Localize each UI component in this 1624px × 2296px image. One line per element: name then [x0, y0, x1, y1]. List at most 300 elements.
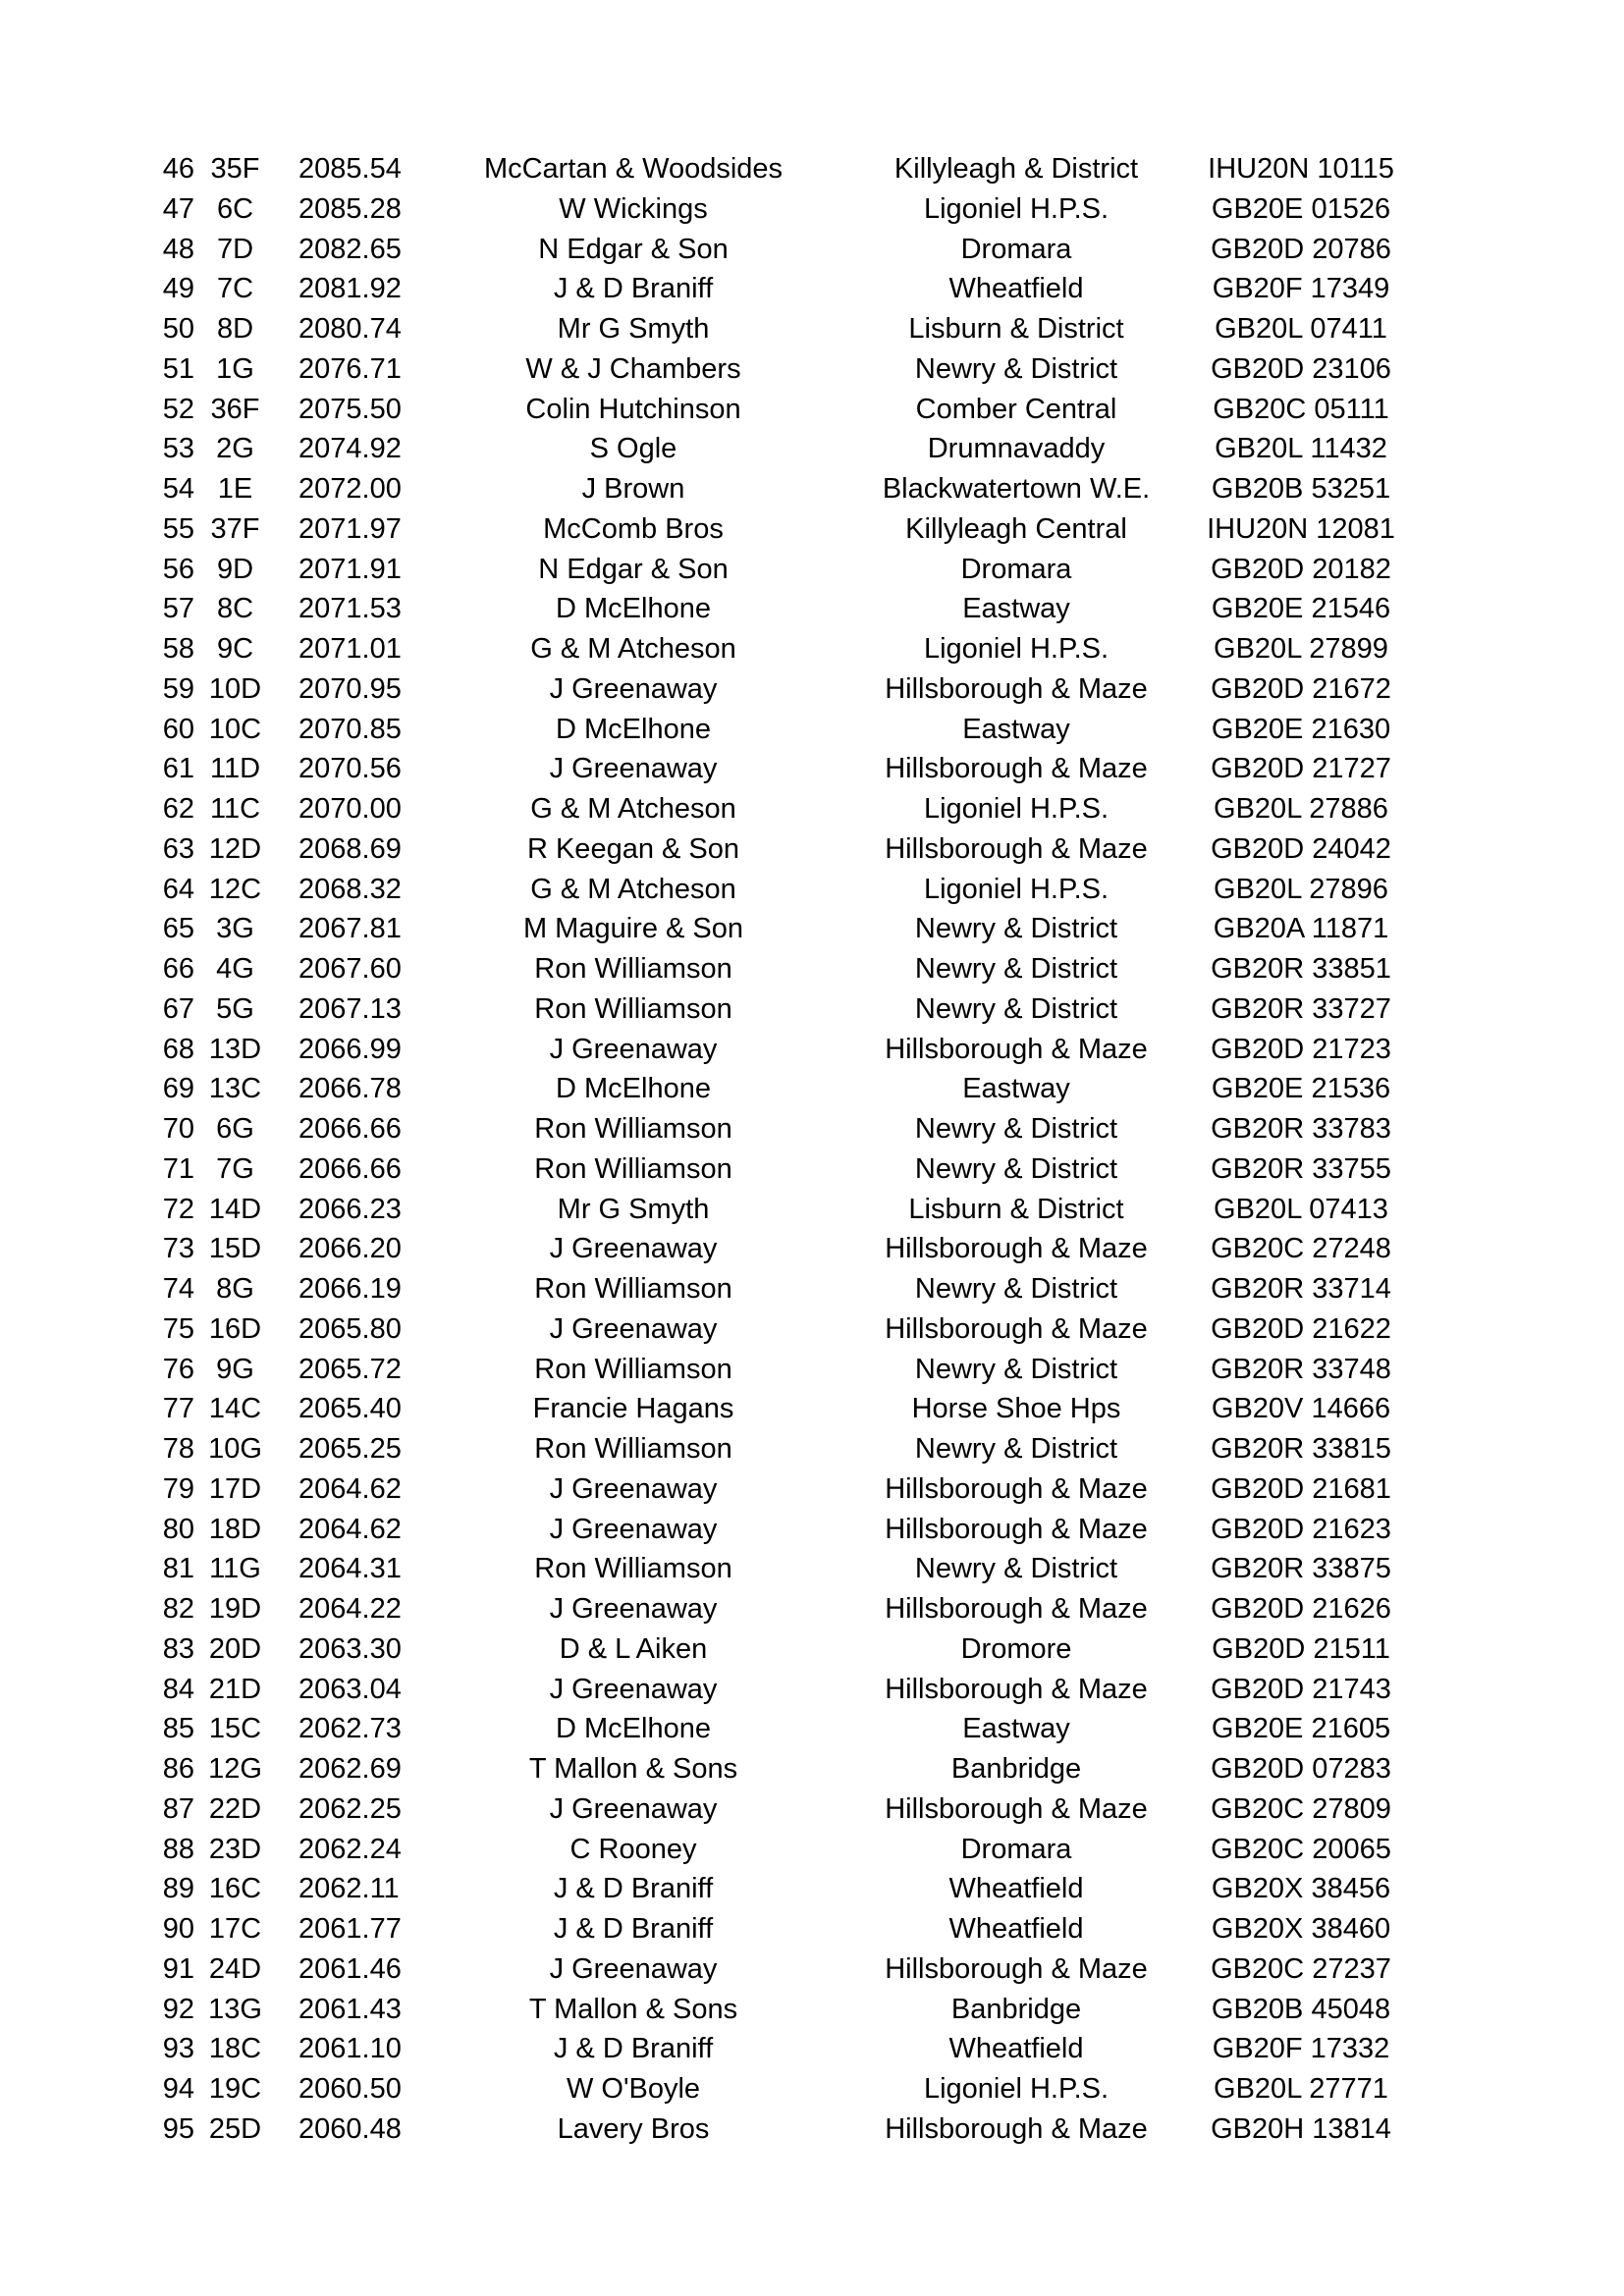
- ring-number-cell: GB20R 33875: [1211, 1553, 1391, 1585]
- velocity-cell: 2085.54: [298, 153, 402, 185]
- position-cell: 47: [162, 192, 194, 225]
- club-cell: Killyleagh & District: [893, 153, 1139, 185]
- pen-cell: 7G: [216, 1152, 254, 1185]
- table-row: [0, 789, 1624, 829]
- velocity-cell: 2063.04: [298, 1673, 402, 1705]
- ring-number-cell: GB20D 07283: [1211, 1753, 1391, 1785]
- table-row: [0, 909, 1624, 949]
- ring-number-cell: GB20D 21681: [1211, 1472, 1391, 1505]
- pen-cell: 24D: [208, 1952, 262, 1985]
- fancier-name-cell: Ron Williamson: [534, 1152, 732, 1185]
- pen-cell: 13C: [208, 1073, 262, 1105]
- club-cell: Hillsborough & Maze: [885, 1952, 1148, 1985]
- position-cell: 61: [162, 753, 194, 785]
- club-cell: Newry & District: [914, 1433, 1118, 1465]
- club-cell: Newry & District: [914, 1273, 1118, 1305]
- velocity-cell: 2062.69: [298, 1753, 402, 1785]
- table-row: [0, 1350, 1624, 1390]
- table-row: [0, 1670, 1624, 1710]
- fancier-name-cell: C Rooney: [569, 1833, 697, 1865]
- ring-number-cell: GB20C 05111: [1213, 393, 1389, 425]
- fancier-name-cell: Colin Hutchinson: [525, 393, 741, 425]
- table-row: [0, 1469, 1624, 1510]
- position-cell: 87: [162, 1792, 194, 1825]
- fancier-name-cell: J Greenaway: [549, 672, 718, 705]
- fancier-name-cell: Mr G Smyth: [557, 1193, 710, 1225]
- table-row: [0, 1030, 1624, 1070]
- pen-cell: 18D: [208, 1513, 262, 1545]
- pen-cell: 36F: [210, 393, 260, 425]
- position-cell: 50: [162, 313, 194, 345]
- velocity-cell: 2062.73: [298, 1713, 402, 1745]
- velocity-cell: 2066.23: [298, 1193, 402, 1225]
- club-cell: Lisburn & District: [908, 313, 1124, 345]
- fancier-name-cell: J & D Braniff: [553, 1873, 714, 1905]
- table-row: [0, 589, 1624, 629]
- pen-cell: 23D: [208, 1833, 262, 1865]
- position-cell: 84: [162, 1673, 194, 1705]
- club-cell: Newry & District: [914, 1113, 1118, 1145]
- ring-number-cell: GB20D 23106: [1211, 352, 1391, 385]
- fancier-name-cell: Ron Williamson: [534, 1113, 732, 1145]
- velocity-cell: 2066.78: [298, 1073, 402, 1105]
- table-row: [0, 1309, 1624, 1350]
- ring-number-cell: GB20A 11871: [1213, 913, 1389, 945]
- table-row: [0, 149, 1624, 189]
- fancier-name-cell: W & J Chambers: [525, 352, 741, 385]
- club-cell: Ligoniel H.P.S.: [923, 192, 1110, 225]
- fancier-name-cell: G & M Atcheson: [530, 793, 736, 825]
- position-cell: 62: [162, 793, 194, 825]
- fancier-name-cell: R Keegan & Son: [526, 832, 740, 865]
- velocity-cell: 2070.56: [298, 753, 402, 785]
- table-row: [0, 1949, 1624, 1990]
- club-cell: Drumnavaddy: [927, 433, 1106, 465]
- position-cell: 95: [162, 2112, 194, 2145]
- ring-number-cell: GB20D 21626: [1211, 1593, 1391, 1625]
- position-cell: 66: [162, 953, 194, 985]
- velocity-cell: 2071.91: [298, 553, 402, 585]
- table-row: [0, 2109, 1624, 2150]
- pen-cell: 1G: [216, 352, 254, 385]
- ring-number-cell: GB20D 21727: [1211, 753, 1391, 785]
- ring-number-cell: GB20D 21672: [1211, 672, 1391, 705]
- ring-number-cell: IHU20N 10115: [1208, 153, 1394, 185]
- table-row: [0, 1629, 1624, 1670]
- position-cell: 49: [162, 273, 194, 305]
- table-row: [0, 949, 1624, 989]
- ring-number-cell: GB20L 27899: [1214, 633, 1388, 665]
- table-row: [0, 1069, 1624, 1109]
- ring-number-cell: GB20C 27237: [1211, 1952, 1391, 1985]
- table-row: [0, 1109, 1624, 1149]
- table-row: [0, 629, 1624, 669]
- club-cell: Hillsborough & Maze: [885, 1472, 1148, 1505]
- club-cell: Newry & District: [914, 352, 1118, 385]
- velocity-cell: 2071.53: [298, 593, 402, 625]
- velocity-cell: 2064.22: [298, 1593, 402, 1625]
- velocity-cell: 2068.32: [298, 873, 402, 905]
- velocity-cell: 2061.46: [298, 1952, 402, 1985]
- position-cell: 77: [162, 1393, 194, 1425]
- table-row: [0, 1510, 1624, 1550]
- velocity-cell: 2066.66: [298, 1152, 402, 1185]
- table-row: [0, 1709, 1624, 1749]
- pen-cell: 15C: [208, 1713, 262, 1745]
- fancier-name-cell: G & M Atcheson: [530, 873, 736, 905]
- club-cell: Eastway: [962, 1073, 1070, 1105]
- table-row: [0, 1389, 1624, 1429]
- position-cell: 89: [162, 1873, 194, 1905]
- position-cell: 56: [162, 553, 194, 585]
- pen-cell: 6G: [216, 1113, 254, 1145]
- ring-number-cell: GB20R 33727: [1211, 992, 1391, 1025]
- position-cell: 86: [162, 1753, 194, 1785]
- club-cell: Newry & District: [914, 1553, 1118, 1585]
- fancier-name-cell: J & D Braniff: [553, 1913, 714, 1945]
- pen-cell: 18C: [208, 2033, 262, 2065]
- club-cell: Hillsborough & Maze: [885, 1513, 1148, 1545]
- club-cell: Dromore: [960, 1632, 1072, 1665]
- fancier-name-cell: D & L Aiken: [559, 1632, 708, 1665]
- position-cell: 58: [162, 633, 194, 665]
- results-table: [0, 149, 1624, 2150]
- club-cell: Ligoniel H.P.S.: [923, 873, 1110, 905]
- velocity-cell: 2068.69: [298, 832, 402, 865]
- pen-cell: 13G: [208, 1993, 262, 2025]
- pen-cell: 19C: [208, 2073, 262, 2105]
- table-row: [0, 309, 1624, 349]
- ring-number-cell: GB20E 21546: [1211, 593, 1391, 625]
- club-cell: Wheatfield: [948, 273, 1084, 305]
- velocity-cell: 2075.50: [298, 393, 402, 425]
- ring-number-cell: GB20F 17332: [1212, 2033, 1390, 2065]
- fancier-name-cell: J Greenaway: [549, 1673, 718, 1705]
- pen-cell: 10G: [208, 1433, 262, 1465]
- fancier-name-cell: McCartan & Woodsides: [483, 153, 784, 185]
- pen-cell: 7D: [216, 233, 254, 265]
- table-row: [0, 1909, 1624, 1949]
- pen-cell: 37F: [210, 512, 260, 545]
- velocity-cell: 2060.50: [298, 2073, 402, 2105]
- table-row: [0, 1269, 1624, 1309]
- fancier-name-cell: W O'Boyle: [566, 2073, 701, 2105]
- fancier-name-cell: Ron Williamson: [534, 992, 732, 1025]
- velocity-cell: 2072.00: [298, 473, 402, 505]
- ring-number-cell: GB20D 20182: [1211, 553, 1391, 585]
- velocity-cell: 2065.80: [298, 1312, 402, 1345]
- velocity-cell: 2067.81: [298, 913, 402, 945]
- position-cell: 91: [162, 1952, 194, 1985]
- velocity-cell: 2074.92: [298, 433, 402, 465]
- club-cell: Banbridge: [950, 1993, 1082, 2025]
- velocity-cell: 2085.28: [298, 192, 402, 225]
- table-row: [0, 550, 1624, 590]
- velocity-cell: 2071.01: [298, 633, 402, 665]
- table-row: [0, 1869, 1624, 1909]
- fancier-name-cell: D McElhone: [556, 1073, 711, 1105]
- table-row: [0, 989, 1624, 1030]
- ring-number-cell: GB20D 21622: [1211, 1312, 1391, 1345]
- velocity-cell: 2060.48: [298, 2112, 402, 2145]
- velocity-cell: 2063.30: [298, 1632, 402, 1665]
- club-cell: Newry & District: [914, 992, 1118, 1025]
- velocity-cell: 2065.40: [298, 1393, 402, 1425]
- velocity-cell: 2081.92: [298, 273, 402, 305]
- ring-number-cell: GB20D 24042: [1211, 832, 1391, 865]
- ring-number-cell: IHU20N 12081: [1207, 512, 1395, 545]
- pen-cell: 12G: [208, 1753, 262, 1785]
- position-cell: 52: [162, 393, 194, 425]
- club-cell: Hillsborough & Maze: [885, 1033, 1148, 1065]
- club-cell: Hillsborough & Maze: [885, 753, 1148, 785]
- ring-number-cell: GB20D 21743: [1211, 1673, 1391, 1705]
- pen-cell: 17D: [208, 1472, 262, 1505]
- club-cell: Wheatfield: [948, 2033, 1084, 2065]
- pen-cell: 35F: [210, 153, 260, 185]
- pen-cell: 15D: [208, 1233, 262, 1265]
- club-cell: Killyleagh Central: [905, 512, 1127, 545]
- pen-cell: 1E: [217, 473, 253, 505]
- table-row: [0, 669, 1624, 710]
- position-cell: 60: [162, 713, 194, 745]
- velocity-cell: 2066.19: [298, 1273, 402, 1305]
- pen-cell: 25D: [208, 2112, 262, 2145]
- fancier-name-cell: J Greenaway: [549, 1513, 718, 1545]
- ring-number-cell: GB20L 07413: [1214, 1193, 1388, 1225]
- table-row: [0, 1190, 1624, 1230]
- table-row: [0, 390, 1624, 430]
- club-cell: Newry & District: [914, 1152, 1118, 1185]
- fancier-name-cell: McComb Bros: [543, 512, 724, 545]
- fancier-name-cell: S Ogle: [589, 433, 677, 465]
- club-cell: Hillsborough & Maze: [885, 1792, 1148, 1825]
- ring-number-cell: GB20E 01526: [1211, 192, 1391, 225]
- club-cell: Eastway: [962, 713, 1070, 745]
- position-cell: 88: [162, 1833, 194, 1865]
- pen-cell: 22D: [208, 1792, 262, 1825]
- fancier-name-cell: T Mallon & Sons: [528, 1993, 738, 2025]
- table-row: [0, 469, 1624, 509]
- table-row: [0, 870, 1624, 910]
- fancier-name-cell: Ron Williamson: [534, 1553, 732, 1585]
- pen-cell: 20D: [208, 1632, 262, 1665]
- position-cell: 94: [162, 2073, 194, 2105]
- ring-number-cell: GB20E 21536: [1211, 1073, 1391, 1105]
- fancier-name-cell: J Greenaway: [549, 1472, 718, 1505]
- table-row: [0, 749, 1624, 789]
- position-cell: 67: [162, 992, 194, 1025]
- position-cell: 63: [162, 832, 194, 865]
- velocity-cell: 2070.95: [298, 672, 402, 705]
- ring-number-cell: GB20C 20065: [1211, 1833, 1391, 1865]
- pen-cell: 16C: [208, 1873, 262, 1905]
- table-row: [0, 1549, 1624, 1589]
- position-cell: 81: [162, 1553, 194, 1585]
- pen-cell: 6C: [216, 192, 254, 225]
- club-cell: Wheatfield: [948, 1913, 1084, 1945]
- club-cell: Hillsborough & Maze: [885, 1593, 1148, 1625]
- table-row: [0, 1149, 1624, 1190]
- velocity-cell: 2062.25: [298, 1792, 402, 1825]
- position-cell: 76: [162, 1353, 194, 1385]
- pen-cell: 11G: [209, 1553, 261, 1585]
- fancier-name-cell: G & M Atcheson: [530, 633, 736, 665]
- club-cell: Newry & District: [914, 913, 1118, 945]
- ring-number-cell: GB20X 38460: [1211, 1913, 1391, 1945]
- pen-cell: 8D: [216, 313, 254, 345]
- club-cell: Ligoniel H.P.S.: [923, 2073, 1110, 2105]
- fancier-name-cell: J Greenaway: [549, 1593, 718, 1625]
- club-cell: Ligoniel H.P.S.: [923, 633, 1110, 665]
- club-cell: Hillsborough & Maze: [885, 672, 1148, 705]
- ring-number-cell: GB20D 20786: [1211, 233, 1391, 265]
- club-cell: Comber Central: [915, 393, 1117, 425]
- table-row: [0, 189, 1624, 230]
- position-cell: 53: [162, 433, 194, 465]
- position-cell: 48: [162, 233, 194, 265]
- velocity-cell: 2066.20: [298, 1233, 402, 1265]
- ring-number-cell: GB20L 27896: [1214, 873, 1388, 905]
- ring-number-cell: GB20R 33815: [1211, 1433, 1391, 1465]
- pen-cell: 14D: [208, 1193, 262, 1225]
- position-cell: 75: [162, 1312, 194, 1345]
- pen-cell: 9D: [216, 553, 254, 585]
- position-cell: 71: [162, 1152, 194, 1185]
- club-cell: Hillsborough & Maze: [885, 1673, 1148, 1705]
- fancier-name-cell: Mr G Smyth: [557, 313, 710, 345]
- position-cell: 79: [162, 1472, 194, 1505]
- fancier-name-cell: Ron Williamson: [534, 953, 732, 985]
- position-cell: 92: [162, 1993, 194, 2025]
- table-row: [0, 829, 1624, 870]
- pen-cell: 12D: [208, 832, 262, 865]
- club-cell: Wheatfield: [948, 1873, 1084, 1905]
- table-row: [0, 710, 1624, 750]
- club-cell: Eastway: [962, 593, 1070, 625]
- position-cell: 51: [162, 352, 194, 385]
- pen-cell: 14C: [208, 1393, 262, 1425]
- fancier-name-cell: D McElhone: [556, 713, 711, 745]
- ring-number-cell: GB20D 21511: [1212, 1632, 1390, 1665]
- fancier-name-cell: T Mallon & Sons: [528, 1753, 738, 1785]
- ring-number-cell: GB20D 21623: [1211, 1513, 1391, 1545]
- pen-cell: 9C: [216, 633, 254, 665]
- position-cell: 85: [162, 1713, 194, 1745]
- club-cell: Lisburn & District: [908, 1193, 1124, 1225]
- ring-number-cell: GB20V 14666: [1211, 1393, 1391, 1425]
- table-row: [0, 1830, 1624, 1870]
- velocity-cell: 2062.24: [298, 1833, 402, 1865]
- ring-number-cell: GB20D 21723: [1211, 1033, 1391, 1065]
- position-cell: 70: [162, 1113, 194, 1145]
- position-cell: 54: [162, 473, 194, 505]
- ring-number-cell: GB20H 13814: [1211, 2112, 1391, 2145]
- fancier-name-cell: J Greenaway: [549, 753, 718, 785]
- velocity-cell: 2061.10: [298, 2033, 402, 2065]
- position-cell: 83: [162, 1632, 194, 1665]
- pen-cell: 9G: [216, 1353, 254, 1385]
- velocity-cell: 2071.97: [298, 512, 402, 545]
- ring-number-cell: GB20L 27771: [1214, 2073, 1388, 2105]
- pen-cell: 5G: [216, 992, 254, 1025]
- ring-number-cell: GB20E 21630: [1211, 713, 1391, 745]
- position-cell: 65: [162, 913, 194, 945]
- position-cell: 69: [162, 1073, 194, 1105]
- fancier-name-cell: J Greenaway: [549, 1792, 718, 1825]
- table-row: [0, 1990, 1624, 2030]
- ring-number-cell: GB20E 21605: [1211, 1713, 1391, 1745]
- fancier-name-cell: J Greenaway: [549, 1952, 718, 1985]
- velocity-cell: 2065.72: [298, 1353, 402, 1385]
- velocity-cell: 2061.77: [298, 1913, 402, 1945]
- pen-cell: 16D: [208, 1312, 262, 1345]
- pen-cell: 8C: [216, 593, 254, 625]
- velocity-cell: 2067.13: [298, 992, 402, 1025]
- ring-number-cell: GB20B 53251: [1211, 473, 1391, 505]
- ring-number-cell: GB20R 33755: [1211, 1152, 1391, 1185]
- pen-cell: 13D: [208, 1033, 262, 1065]
- velocity-cell: 2070.00: [298, 793, 402, 825]
- velocity-cell: 2062.11: [298, 1873, 400, 1905]
- fancier-name-cell: W Wickings: [559, 192, 708, 225]
- ring-number-cell: GB20F 17349: [1212, 273, 1390, 305]
- club-cell: Hillsborough & Maze: [885, 1233, 1148, 1265]
- ring-number-cell: GB20R 33714: [1211, 1273, 1391, 1305]
- club-cell: Dromara: [960, 553, 1072, 585]
- club-cell: Newry & District: [914, 953, 1118, 985]
- position-cell: 59: [162, 672, 194, 705]
- club-cell: Eastway: [962, 1713, 1070, 1745]
- fancier-name-cell: J Brown: [581, 473, 685, 505]
- fancier-name-cell: D McElhone: [556, 593, 711, 625]
- club-cell: Dromara: [960, 233, 1072, 265]
- ring-number-cell: GB20R 33748: [1211, 1353, 1391, 1385]
- velocity-cell: 2067.60: [298, 953, 402, 985]
- fancier-name-cell: Ron Williamson: [534, 1433, 732, 1465]
- club-cell: Dromara: [960, 1833, 1072, 1865]
- position-cell: 46: [162, 153, 194, 185]
- ring-number-cell: GB20R 33851: [1211, 953, 1391, 985]
- club-cell: Hillsborough & Maze: [885, 1312, 1148, 1345]
- position-cell: 57: [162, 593, 194, 625]
- pen-cell: 12C: [208, 873, 262, 905]
- ring-number-cell: GB20C 27248: [1211, 1233, 1391, 1265]
- fancier-name-cell: J Greenaway: [549, 1233, 718, 1265]
- velocity-cell: 2080.74: [298, 313, 402, 345]
- position-cell: 74: [162, 1273, 194, 1305]
- position-cell: 72: [162, 1193, 194, 1225]
- velocity-cell: 2064.62: [298, 1513, 402, 1545]
- pen-cell: 11C: [209, 793, 261, 825]
- table-row: [0, 1229, 1624, 1269]
- club-cell: Ligoniel H.P.S.: [923, 793, 1110, 825]
- position-cell: 73: [162, 1233, 194, 1265]
- club-cell: Newry & District: [914, 1353, 1118, 1385]
- fancier-name-cell: M Maguire & Son: [522, 913, 744, 945]
- ring-number-cell: GB20X 38456: [1211, 1873, 1391, 1905]
- table-row: [0, 349, 1624, 390]
- ring-number-cell: GB20L 27886: [1214, 793, 1388, 825]
- pen-cell: 3G: [216, 913, 254, 945]
- velocity-cell: 2070.85: [298, 713, 402, 745]
- club-cell: Hillsborough & Maze: [885, 2112, 1148, 2145]
- fancier-name-cell: J & D Braniff: [553, 2033, 714, 2065]
- position-cell: 93: [162, 2033, 194, 2065]
- fancier-name-cell: Ron Williamson: [534, 1273, 732, 1305]
- pen-cell: 2G: [216, 433, 254, 465]
- ring-number-cell: GB20R 33783: [1211, 1113, 1391, 1145]
